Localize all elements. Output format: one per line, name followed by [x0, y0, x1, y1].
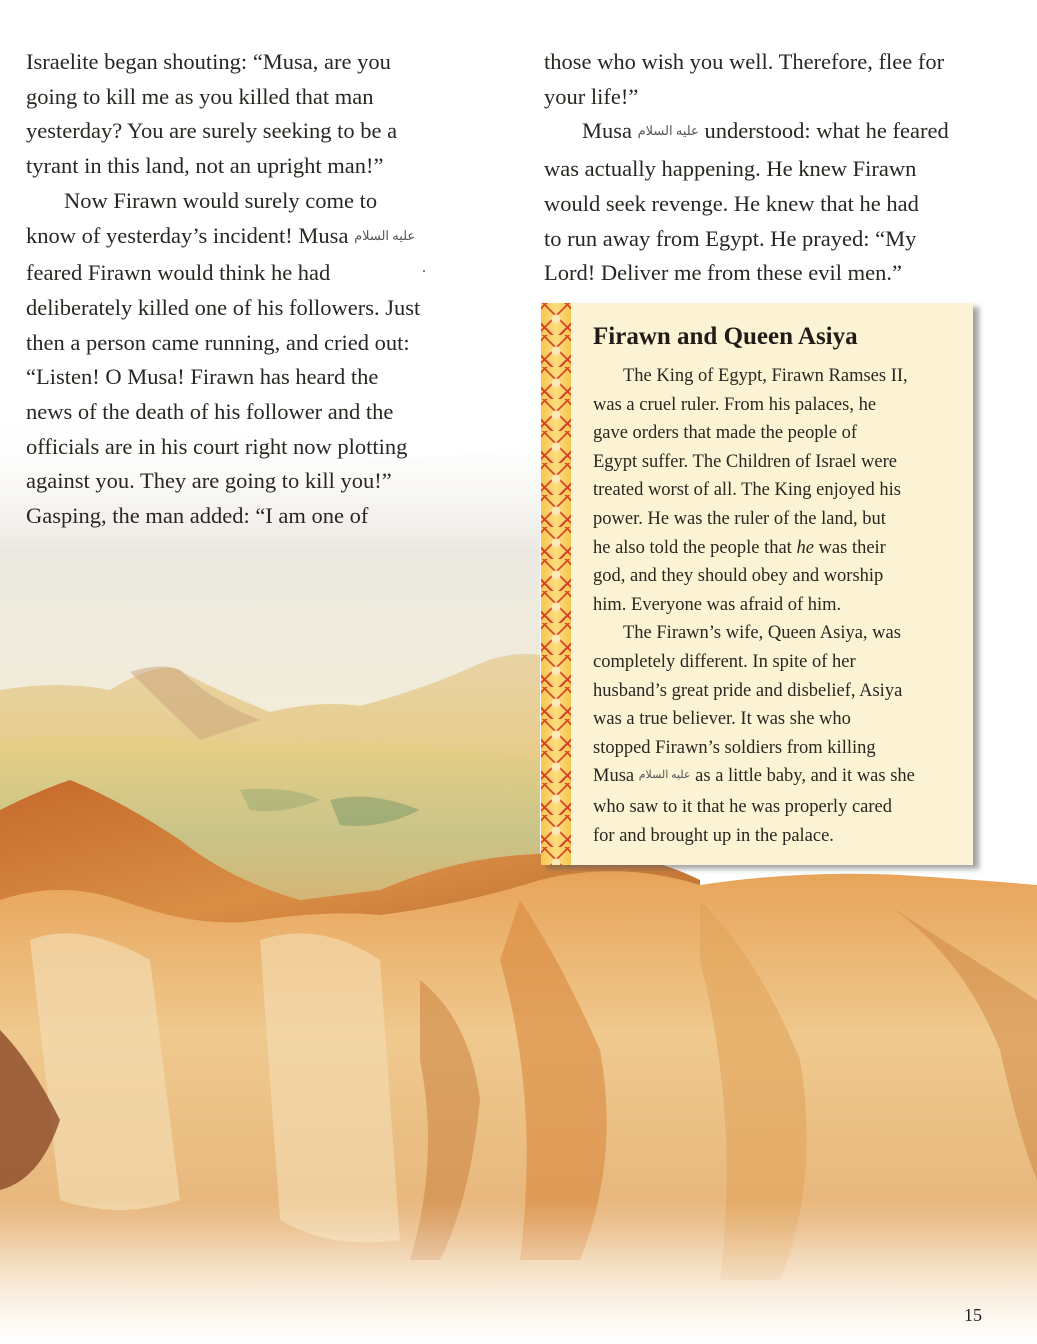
text-fragment: Musa: [593, 766, 635, 787]
decorative-border: [541, 303, 571, 865]
text-line: who saw to it that he was properly cared: [593, 796, 892, 817]
text-line: Israelite began shouting: “Musa, are you: [26, 49, 391, 74]
text-line: was a cruel ruler. From his palaces, he: [593, 394, 877, 415]
text-fragment: as a little baby, and it was she: [695, 766, 915, 787]
text-line: was actually happening. He knew Firawn: [544, 156, 917, 182]
text-line: power. He was the ruler of the land, but: [593, 508, 886, 529]
text-line: stopped Firawn’s soldiers from killing: [593, 737, 876, 758]
text-line: feared Firawn would think he had: [26, 260, 331, 286]
text-line: tyrant in this land, not an upright man!”: [26, 153, 384, 179]
paragraph: [26, 184, 466, 534]
text-line: Now Firawn would surely come to: [64, 187, 378, 213]
text-line: news of the death of his follower and the: [26, 399, 394, 425]
text-line: completely different. In spite of her: [593, 651, 856, 672]
text-fragment: he also told the people that: [593, 537, 797, 558]
text-line: Gasping, the man added: “I am one of: [26, 503, 369, 529]
text-line: The King of Egypt, Firawn Ramses II,: [623, 366, 908, 386]
text-line: those who wish you well. Therefore, flee for: [544, 49, 945, 74]
text-fragment: was their: [813, 537, 886, 558]
left-text-column: [26, 45, 466, 534]
text-fragment: Musa: [582, 118, 632, 144]
text-line: [593, 762, 973, 793]
text-line: for and brought up in the palace.: [593, 825, 834, 846]
text-line: Lord! Deliver me from these evil men.”: [544, 260, 902, 286]
text-line: your life!”: [544, 83, 639, 109]
text-line: gave orders that made the people of: [593, 423, 858, 444]
sidebar-body: [593, 362, 973, 850]
paragraph: [593, 619, 973, 850]
sidebar-box: [541, 303, 973, 865]
paragraph: [26, 45, 466, 184]
text-line: treated worst of all. The King enjoyed his: [593, 480, 901, 501]
text-line: “Listen! O Musa! Firawn has heard the: [26, 364, 379, 390]
paragraph: [544, 45, 984, 114]
text-line: then a person came running, and cried out:: [26, 329, 410, 355]
text-line: husband’s great pride and disbelief, Asiya: [593, 680, 903, 701]
text-line: would seek revenge. He knew that he had: [544, 190, 919, 216]
text-line: to run away from Egypt. He prayed: “My: [544, 225, 917, 251]
paragraph: [544, 114, 984, 291]
text-fragment: know of yesterday’s incident! Musa: [26, 222, 349, 248]
text-line: The Firawn’s wife, Queen Asiya, was: [623, 623, 901, 644]
sidebar-title: Firawn and Queen Asiya: [593, 323, 858, 350]
text-line: deliberately killed one of his followers. Just: [26, 294, 421, 320]
text-line: [544, 114, 984, 152]
honorific-glyph: عليه السلام: [354, 227, 416, 243]
text-line: officials are in his court right now plotting: [26, 433, 408, 459]
text-line: was a true believer. It was she who: [593, 709, 851, 730]
honorific-glyph: عليه السلام: [638, 769, 691, 782]
text-line: [593, 534, 973, 563]
text-line: [26, 219, 466, 257]
text-line: yesterday? You are surely seeking to be a: [26, 118, 398, 144]
paragraph: [593, 362, 973, 619]
print-speck: [423, 270, 425, 272]
text-line: god, and they should obey and worship: [593, 566, 884, 587]
text-fragment: understood: what he feared: [704, 118, 949, 144]
text-line: Egypt suffer. The Children of Israel were: [593, 451, 897, 472]
text-line: against you. They are going to kill you!”: [26, 468, 392, 494]
emphasis: he: [796, 537, 814, 558]
right-text-column: [544, 45, 984, 291]
honorific-glyph: عليه السلام: [637, 123, 699, 139]
text-line: him. Everyone was afraid of him.: [593, 594, 842, 615]
text-line: going to kill me as you killed that man: [26, 83, 374, 109]
page-number: 15: [964, 1305, 982, 1325]
